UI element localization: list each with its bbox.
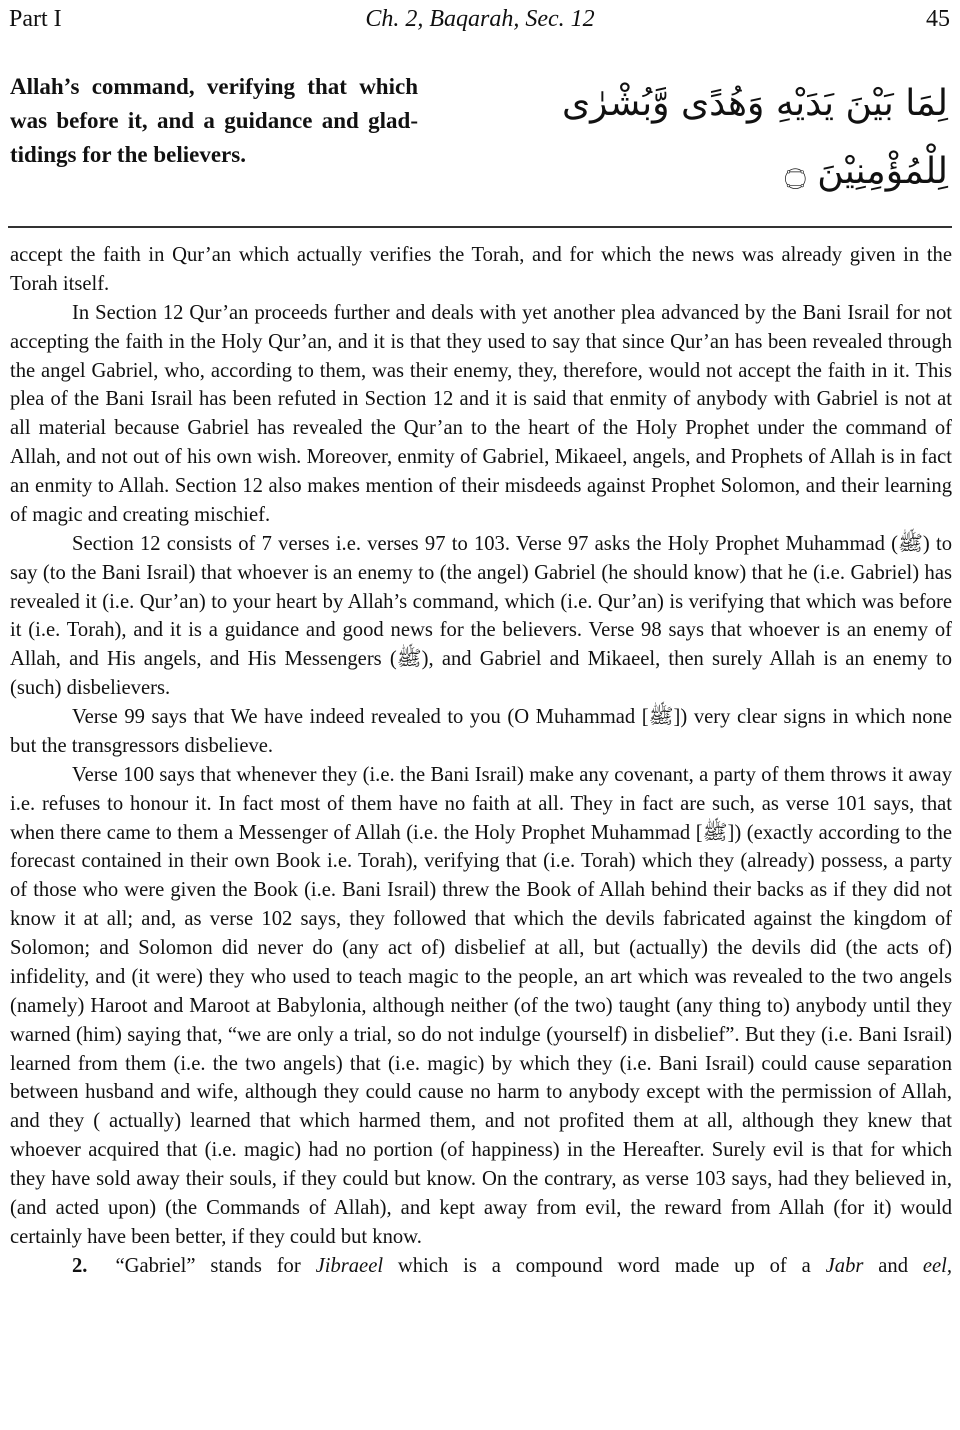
running-header-chapter: Ch. 2, Baqarah, Sec. 12: [365, 6, 595, 32]
paragraph: In Section 12 Qur’an proceeds further and deals with yet another plea advanced by the Bani Israil for not accepting the faith in the Holy Qur’an, and it is that they used to say that since Qur’an has been revealed through the angel Gabriel, who, according to them, was their enemy, they, therefore, would not accept the faith in it. This plea of the Bani Israil has been refuted in Section 12 and it is said that enmity of anybody with Gabriel is not at all material because Gabriel has revealed the Qur’an to the heart of the Holy Prophet under the command of Allah, and not out of his own wish. Moreover, enmity of Gabriel, Mikaeel, angels, and Prophets of Allah is in fact an enmity to Allah. Section 12 also makes mention of their misdeeds against Prophet Solomon, and their learning of magic and creating mischief.: [10, 301, 952, 526]
arabic-verse: [478, 70, 948, 206]
note-italic: Jabr: [825, 1254, 864, 1277]
note-italic: Jibraeel: [315, 1254, 384, 1277]
arabic-line-1: لِمَا بَيْنَ يَدَيْهِ وَهُدًى وَّبُشْرٰى: [561, 83, 948, 124]
note-number: 2.: [72, 1254, 88, 1277]
page-number: 45: [926, 6, 950, 32]
note-italic: eel,: [922, 1254, 953, 1277]
running-header-part: Part I: [9, 6, 62, 32]
commentary-body: [10, 241, 952, 1281]
paragraph: Verse 99 says that We have indeed revealed to you (O Muhammad [ﷺ]) very clear signs in which none but the transgressors disbelieve.: [10, 706, 952, 757]
note-paragraph: [10, 1252, 952, 1281]
paragraph: Verse 100 says that whenever they (i.e. the Bani Israil) make any covenant, a party of them throws it away i.e. refuses to honour it. In fact most of them have no faith at all. They in fact are such, as verse 101 says, that when there came to them a Messenger of Allah (i.e. the Holy Prophet Muhammad [ﷺ]) (exactly according to the forecast contained in their own Book i.e. Torah), verifying that (i.e. Torah) which they (already) possess, a party of those who were given the Book (i.e. Bani Israil) threw the Book of Allah behind their backs as if they did not know it at all; and, as verse 102 says, they followed that which the devils fabricated against the kingdom of Solomon; and Solomon did never do (any act of) disbelief at all, but (actually) the devils did (the acts of) infidelity, and (it were) they who used to teach magic to the people, an art which was revealed to the two angels (namely) Haroot and Maroot at Babylonia, although neither (of the two) taught (any thing to) anybody until they warned (him) saying that, “we are only a trial, so do not indulge (yourself) in disbelief”. But they (i.e. Bani Israil) learned from them (i.e. the two angels) that (i.e. magic) by which they (i.e. Bani Israil) could cause separation between husband and wife, although they could cause no harm to anybody except with the permission of Allah, and they ( actually) learned that which harmed them, and not profited them at all, although they knew that whoever acquired that (i.e. magic) had no portion (of happiness) in the Hereafter. Surely evil is that for which they have sold away their souls, if they could but know. On the contrary, as verse 103 says, had they believed in, (and acted upon) (the Commands of Allah), and kept away from evil, the reward from Allah (for it) would certainly have been better, if they could but know.: [10, 763, 952, 1248]
horizontal-rule: [8, 226, 952, 228]
paragraph: Section 12 consists of 7 verses i.e. verses 97 to 103. Verse 97 asks the Holy Prophet Muhammad (ﷺ) to say (to the Bani Israil) that whoever is an enemy to (the angel) Gabriel (he should know) that he (i.e. Gabriel) has revealed it (i.e. Qur’an) to your heart by Allah’s command, which (i.e. Qur’an) is verifying that which was before it (i.e. Torah), and it is a guidance and good news for the believers. Verse 98 says that whoever is an enemy of Allah, and His angels, and His Messengers (ﷺ), and Gabriel and Mikaeel, then surely Allah is an enemy to (such) disbelievers.: [10, 532, 953, 700]
note-text: “Gabriel” stands for: [115, 1254, 316, 1277]
verse-translation: Allah’s command, verifying that which was before it, and a guidance and glad-tidings for the believers.: [10, 74, 418, 167]
note-text: which is a compound word made up of a: [383, 1254, 826, 1277]
arabic-line-2: لِلْمُؤْمِنِيْنَ ۝: [784, 151, 948, 192]
note-text: and: [863, 1254, 923, 1277]
paragraph: accept the faith in Qur’an which actually verifies the Torah, and for which the news was already given in the Torah itself.: [10, 244, 952, 295]
